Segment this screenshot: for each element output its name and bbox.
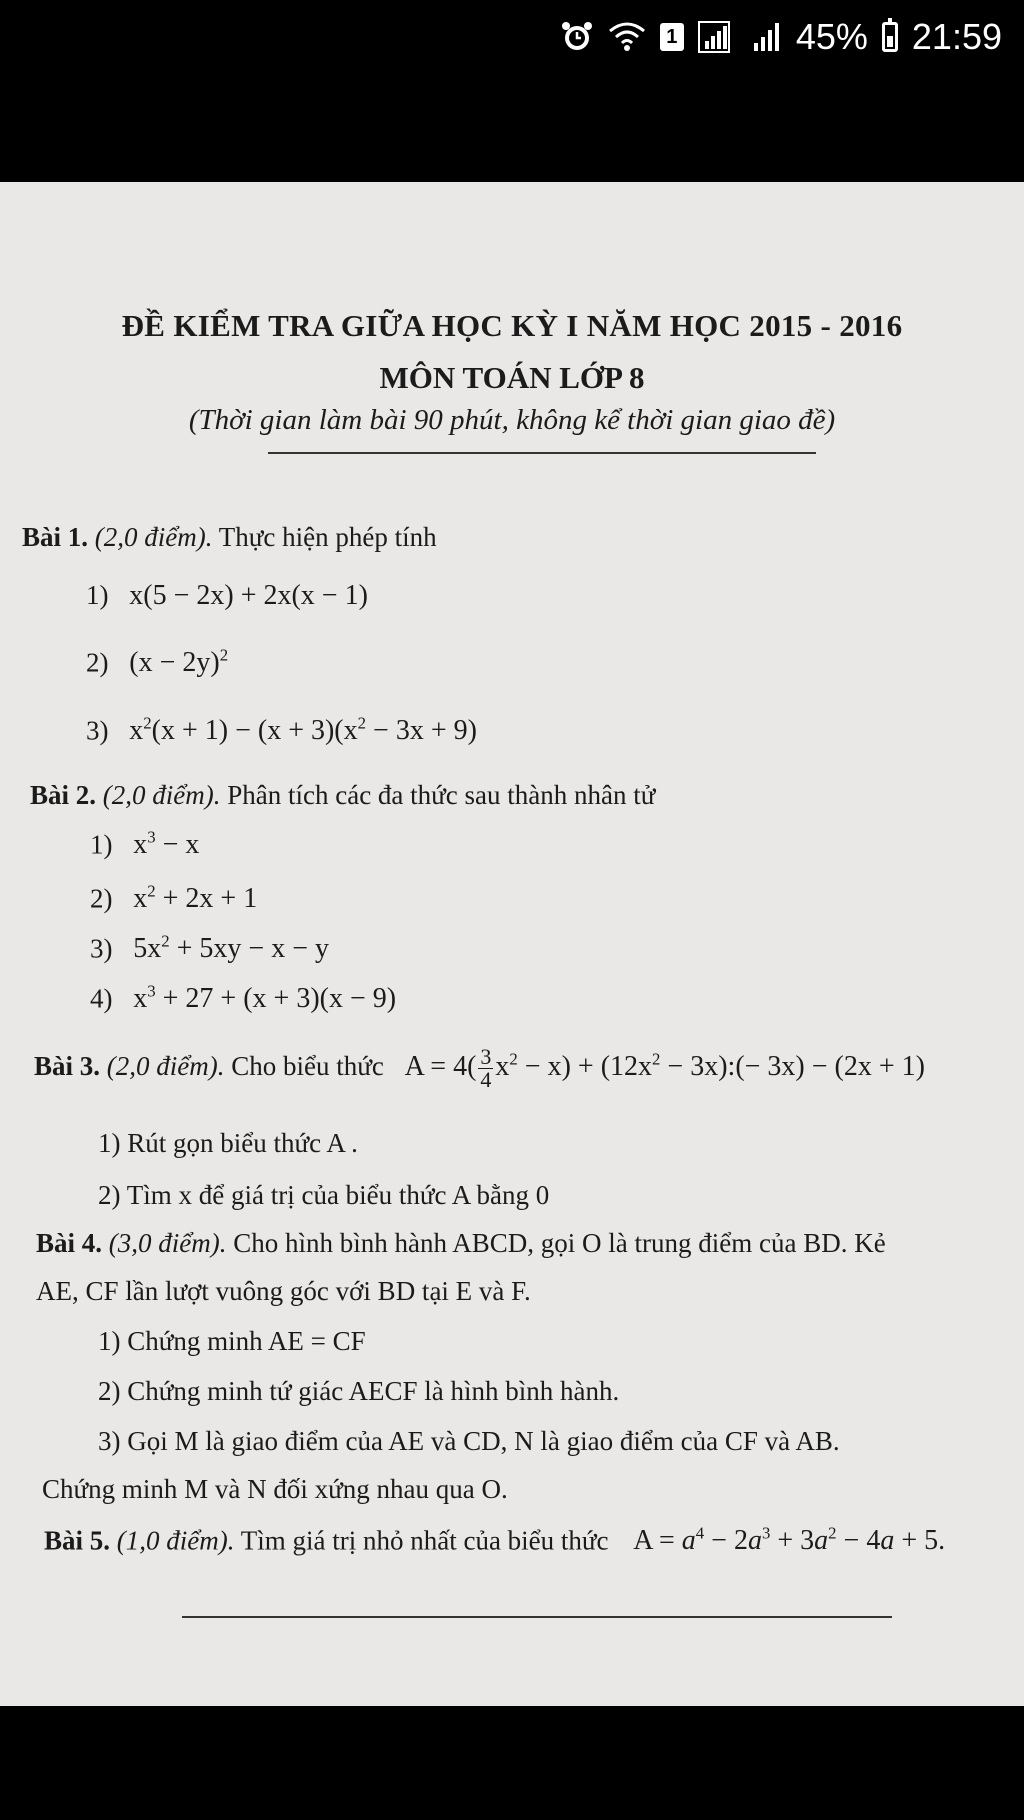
bai2-item-1-number: 1) (90, 829, 113, 860)
bai2-item-3-expression: $5x^2 + 5xy - x - y$ (133, 932, 330, 965)
bai4-item-3-line-1: 3) Gọi M là giao điểm của AE và CD, N là giao điểm của CF và AB. (98, 1426, 840, 1456)
bai2-label: Bài 2. (30, 780, 97, 810)
bai3-expression: A = 4( $\frac{3}{4}$ $x^2 - x) + (12x^2$ − 3x):(− 3x) − (2x + 1) (404, 1044, 925, 1092)
bai1-item-1 (86, 580, 368, 612)
bai1-task: Thực hiện phép tính (218, 522, 437, 552)
bai2-item-1 (90, 828, 199, 861)
bai4-task-line-2: AE, CF lần lượt vuông góc với BD tại E và F. (36, 1276, 531, 1306)
exam-paper (0, 182, 1024, 1706)
bai2-item-3 (90, 932, 329, 965)
signal-2-icon (752, 21, 782, 53)
bai3-item-1: 1) Rút gọn biểu thức A . (98, 1128, 358, 1158)
bai3-heading (34, 1046, 925, 1091)
alarm-icon (560, 20, 594, 54)
bai4-task-line-1: Cho hình bình hành ABCD, gọi O là trung điểm của BD. Kẻ (233, 1228, 886, 1258)
title-underline (268, 452, 816, 454)
battery-icon (882, 22, 898, 52)
exam-title: ĐỀ KIỂM TRA GIỮA HỌC KỲ I NĂM HỌC 2015 - 2016 (121, 308, 903, 343)
bai1-label: Bài 1. (22, 522, 89, 552)
status-icons (560, 12, 1002, 62)
bai2-item-1-expression: $x^3 - x$ (133, 828, 200, 861)
bai5-heading (44, 1524, 945, 1557)
bai5-expression: $A = a^4 - 2a^3 + 3a^2 - 4a + 5$. (633, 1524, 946, 1557)
bai2-item-4-number: 4) (90, 983, 113, 1014)
bai2-item-3-number: 3) (90, 933, 113, 964)
bai2-item-2 (90, 882, 257, 915)
bai2-item-4 (90, 982, 396, 1015)
fraction-denominator: 4 (480, 1067, 492, 1092)
fraction-numerator: 3 (480, 1044, 492, 1069)
bai4-item-1: 1) Chứng minh AE = CF (98, 1326, 366, 1356)
bai2-heading (30, 780, 655, 811)
fraction (478, 1046, 493, 1091)
clock: 21:59 (911, 16, 1002, 57)
bai2-item-2-number: 2) (90, 883, 113, 914)
bai3-task: Cho biểu thức (231, 1050, 384, 1081)
bai1-heading (22, 522, 437, 553)
bai2-points: (2,0 điểm). (102, 780, 221, 810)
bai3-points: (2,0 điểm). (106, 1050, 225, 1081)
bai4-heading (36, 1228, 886, 1259)
bai1-item-3-number: 3) (86, 715, 109, 746)
bai1-points: (2,0 điểm). (94, 522, 213, 552)
wifi-icon (608, 21, 646, 53)
sim-icon: 1 (660, 23, 684, 51)
bai5-task: Tìm giá trị nhỏ nhất của biểu thức (240, 1525, 609, 1556)
bai5-points: (1,0 điểm). (116, 1525, 235, 1556)
signal-icon (698, 21, 738, 53)
bai1-item-3-expression: $x^2(x + 1) - (x + 3)(x^2 - 3x + 9)$ (129, 714, 477, 747)
bai1-item-1-expression: x(5 − 2x) + 2x(x − 1) (129, 580, 368, 611)
bai4-points: (3,0 điểm). (108, 1228, 227, 1258)
bai3-item-2: 2) Tìm x để giá trị của biểu thức A bằng 0 (98, 1180, 550, 1210)
status-bar (0, 0, 1024, 76)
bai2-item-2-expression: $x^2 + 2x + 1$ (133, 882, 258, 915)
bai4-item-2: 2) Chứng minh tứ giác AECF là hình bình hành. (98, 1376, 620, 1406)
bai1-item-3 (86, 714, 477, 747)
bai3-label: Bài 3. (34, 1050, 101, 1081)
bai1-item-2-expression: $(x - 2y)^2$ (129, 646, 229, 679)
bai5-label: Bài 5. (44, 1525, 111, 1556)
bai2-item-4-expression: $x^3 + 27 + (x + 3)(x - 9)$ (133, 982, 397, 1015)
bai1-item-2-number: 2) (86, 647, 109, 678)
bai1-item-2 (86, 646, 228, 679)
bai2-task: Phân tích các đa thức sau thành nhân tử (227, 780, 656, 810)
exam-duration: (Thời gian làm bài 90 phút, không kể thời gian giao đề) (188, 404, 836, 436)
bai4-item-3-line-2: Chứng minh M và N đối xứng nhau qua O. (42, 1474, 508, 1504)
bai4-label: Bài 4. (36, 1228, 103, 1258)
bottom-rule (182, 1616, 892, 1618)
battery-percent: 45% (795, 16, 868, 57)
exam-subject: MÔN TOÁN LỚP 8 (379, 360, 645, 395)
bai1-item-1-number: 1) (86, 580, 109, 610)
